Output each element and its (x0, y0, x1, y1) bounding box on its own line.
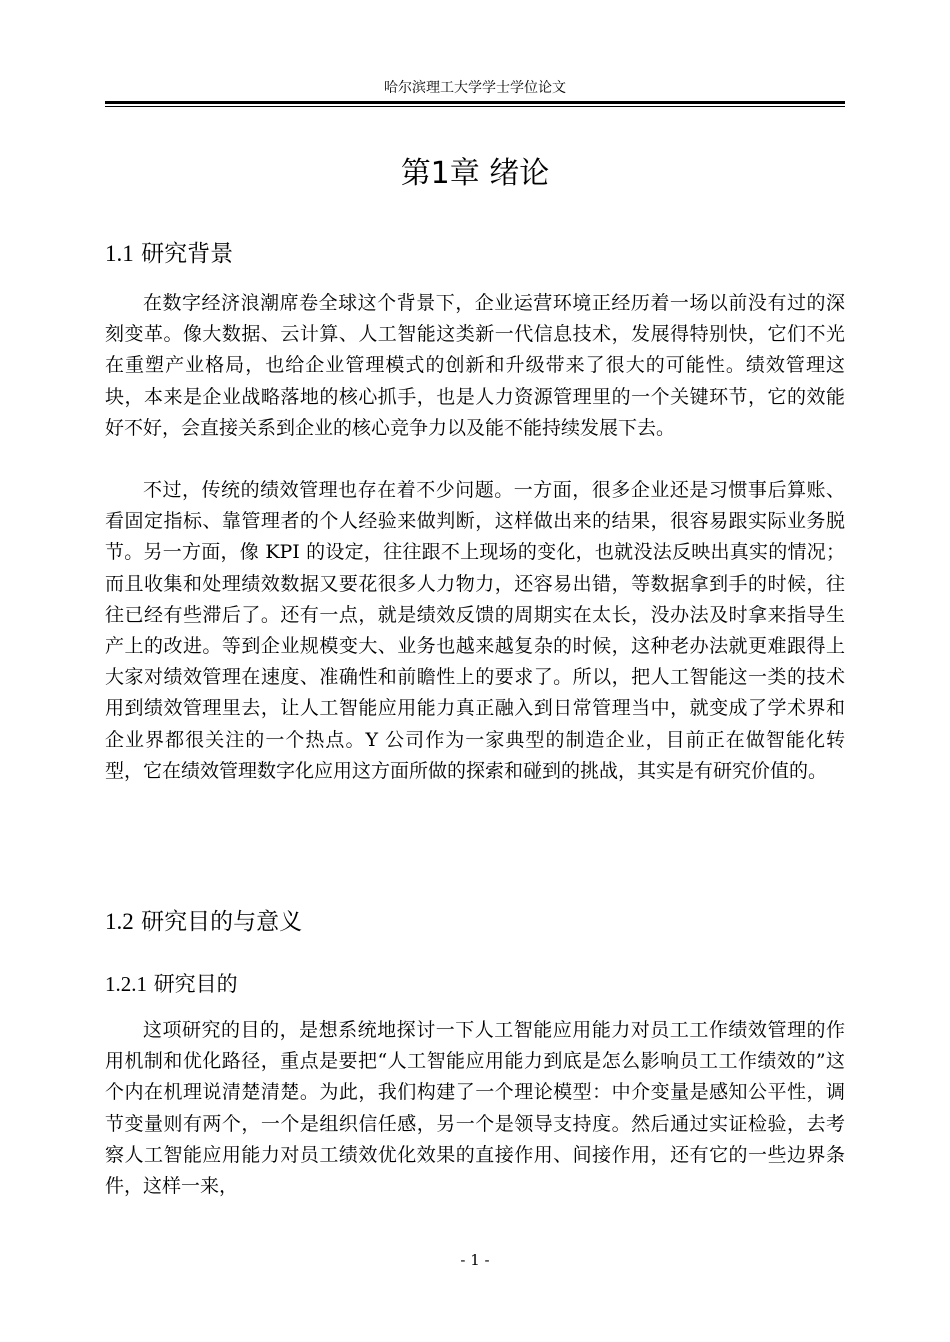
running-header: 哈尔滨理工大学学士学位论文 (384, 80, 566, 96)
paragraph-1-1-a: 在数字经济浪潮席卷全球这个背景下，企业运营环境正经历着一场以前没有过的深刻变革。像大数据、云计算、人工智能这类新一代信息技术，发展得特别快，它们不光在重塑产业格局，也给企业管理模式的创新和升级带来了很大的可能性。绩效管理这块，本来是企业战略落地的核心抓手，也是人力资源管理里的一个关键环节，它的效能好不好，会直接关系到企业的核心竞争力以及能不能持续发展下去。 (105, 292, 845, 439)
section-title: 研究目的与意义 (141, 909, 303, 935)
subsection-number: 1.2.1 (105, 972, 147, 996)
section-number: 1.1 (105, 241, 134, 266)
header-rule-thick (105, 101, 845, 104)
section-title: 研究背景 (141, 241, 234, 267)
chapter-title: 第1章 绪论 (400, 156, 550, 191)
header-rule-thin (105, 106, 845, 107)
paragraph-1-1-b: 不过，传统的绩效管理也存在着不少问题。一方面，很多企业还是习惯事后算账、看固定指标、靠管理者的个人经验来做判断，这样做出来的结果，很容易跟实际业务脱节。另一方面，像 KPI 的设定，往往跟不上现场的变化，也就没法反映出真实的情况；而且收集和处理绩效数据又要花很多人力物力，还容易出错，等数据拿到手的时候，往往已经有些滞后了。还有一点，就是绩效反馈的周期实在太长，没办法及时拿来指导生产上的改进。等到企业规模变大、业务也越来越复杂的时候，这种老办法就更难跟得上大家对绩效管理在速度、准确性和前瞻性上的要求了。所以，把人工智能这一类的技术用到绩效管理里去，让人工智能应用能力真正融入到日常管理当中，就变成了学术界和企业界都很关注的一个热点。Y 公司作为一家典型的制造企业，目前正在做智能化转型，它在绩效管理数字化应用这方面所做的探索和碰到的挑战，其实是有研究价值的。 (105, 479, 845, 782)
paragraph-1-2-1-a: 这项研究的目的，是想系统地探讨一下人工智能应用能力对员工工作绩效管理的作用机制和优化路径，重点是要把“人工智能应用能力到底是怎么影响员工工作绩效的”这个内在机理说清楚清楚。为此，我们构建了一个理论模型：中介变量是感知公平性，调节变量则有两个，一个是组织信任感，另一个是领导支持度。然后通过实证检验，去考察人工智能应用能力对员工绩效优化效果的直接作用、间接作用，还有它的一些边界条件，这样一来， (105, 1019, 845, 1198)
subsection-title: 研究目的 (153, 972, 238, 996)
section-heading-1-1 (105, 238, 845, 270)
page-number: - 1 - (460, 1251, 490, 1269)
section-number: 1.2 (105, 909, 134, 934)
subsection-heading-1-2-1 (105, 969, 845, 999)
section-heading-1-2 (105, 906, 845, 938)
